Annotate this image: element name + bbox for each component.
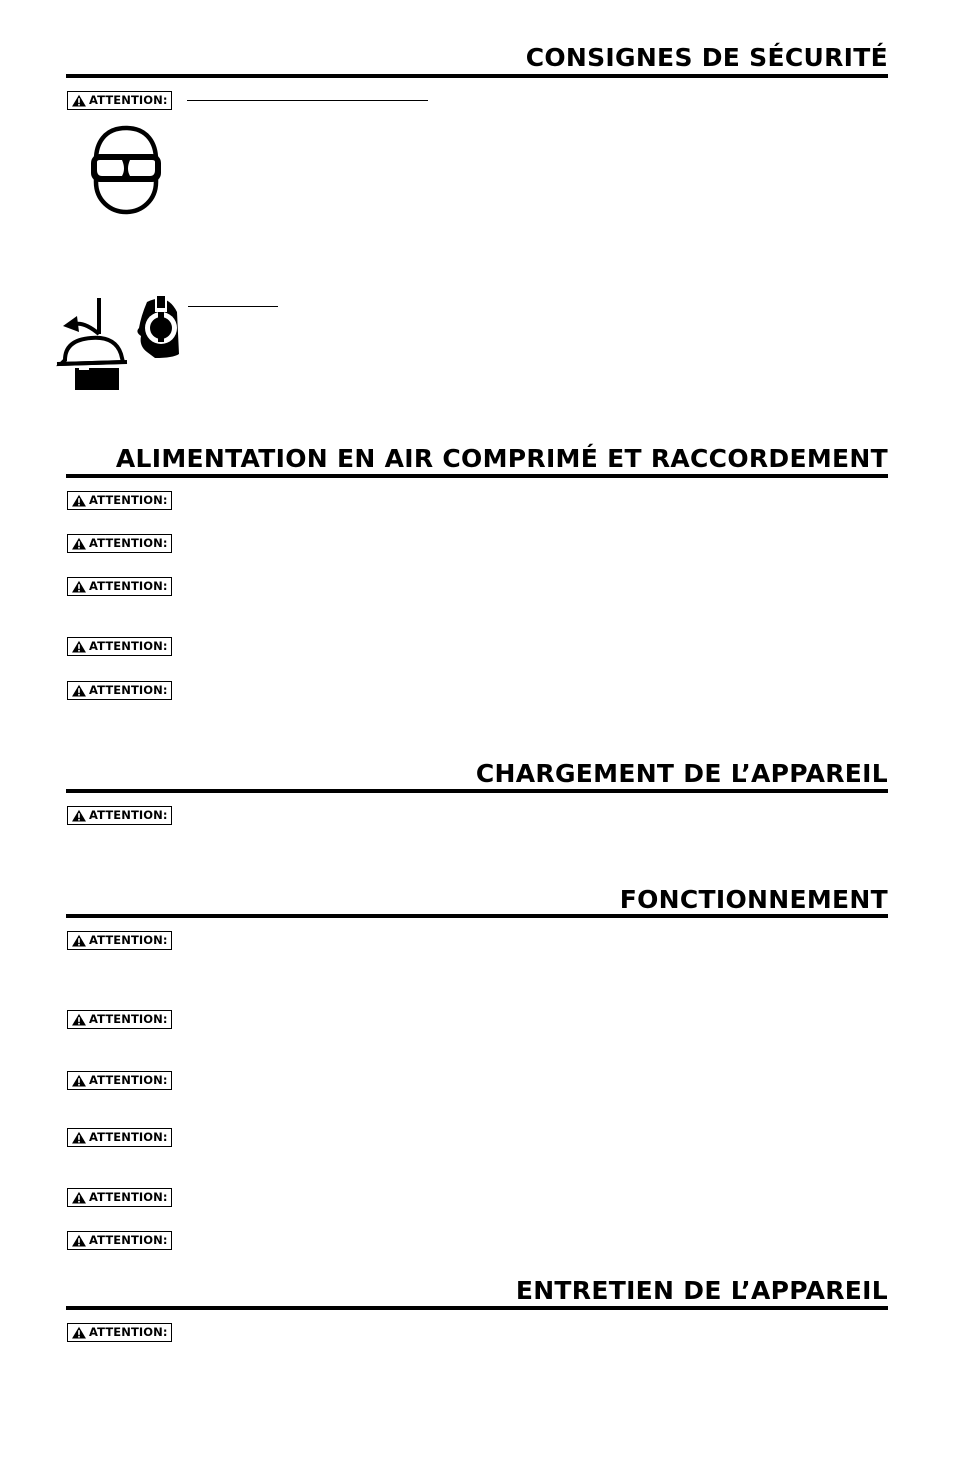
warning-triangle-icon bbox=[71, 1191, 87, 1204]
warning-triangle-icon bbox=[71, 934, 87, 947]
section-rule-safety bbox=[66, 74, 888, 78]
warning-label: ATTENTION: bbox=[67, 491, 172, 510]
warning-triangle-icon bbox=[71, 1326, 87, 1339]
section-title-operation: FONCTIONNEMENT bbox=[619, 885, 888, 914]
safety-goggles-icon bbox=[88, 124, 164, 216]
section-rule-maintenance bbox=[66, 1306, 888, 1310]
section-title-loading: CHARGEMENT DE L’APPAREIL bbox=[475, 759, 888, 788]
warning-triangle-icon bbox=[71, 94, 87, 107]
head-and-hearing-protection-icon bbox=[55, 292, 183, 394]
warning-triangle-icon bbox=[71, 809, 87, 822]
warning-label: ATTENTION: bbox=[67, 1071, 172, 1090]
section-title-safety: CONSIGNES DE SÉCURITÉ bbox=[525, 43, 888, 72]
warning-triangle-icon bbox=[71, 1074, 87, 1087]
section-rule-operation bbox=[66, 914, 888, 918]
warning-label: ATTENTION: bbox=[67, 931, 172, 950]
warning-triangle-icon bbox=[71, 537, 87, 550]
section-title-maintenance: ENTRETIEN DE L’APPAREIL bbox=[515, 1276, 888, 1305]
underline bbox=[188, 306, 278, 307]
warning-label: ATTENTION: bbox=[67, 637, 172, 656]
warning-label: ATTENTION: bbox=[67, 534, 172, 553]
underline bbox=[187, 100, 428, 101]
warning-triangle-icon bbox=[71, 580, 87, 593]
warning-label: ATTENTION: bbox=[67, 806, 172, 825]
warning-label: ATTENTION: bbox=[67, 1323, 172, 1342]
warning-triangle-icon bbox=[71, 1131, 87, 1144]
warning-label: ATTENTION: bbox=[67, 1231, 172, 1250]
warning-label: ATTENTION: bbox=[67, 681, 172, 700]
warning-label: ATTENTION: bbox=[67, 1128, 172, 1147]
warning-label: ATTENTION: bbox=[67, 91, 172, 110]
warning-triangle-icon bbox=[71, 640, 87, 653]
warning-label: ATTENTION: bbox=[67, 577, 172, 596]
section-rule-air bbox=[66, 474, 888, 478]
warning-label: ATTENTION: bbox=[67, 1010, 172, 1029]
warning-triangle-icon bbox=[71, 684, 87, 697]
warning-label: ATTENTION: bbox=[67, 1188, 172, 1207]
warning-triangle-icon bbox=[71, 1013, 87, 1026]
warning-triangle-icon bbox=[71, 1234, 87, 1247]
section-rule-loading bbox=[66, 789, 888, 793]
warning-triangle-icon bbox=[71, 494, 87, 507]
section-title-air: ALIMENTATION EN AIR COMPRIMÉ ET RACCORDEMENT bbox=[115, 444, 888, 473]
